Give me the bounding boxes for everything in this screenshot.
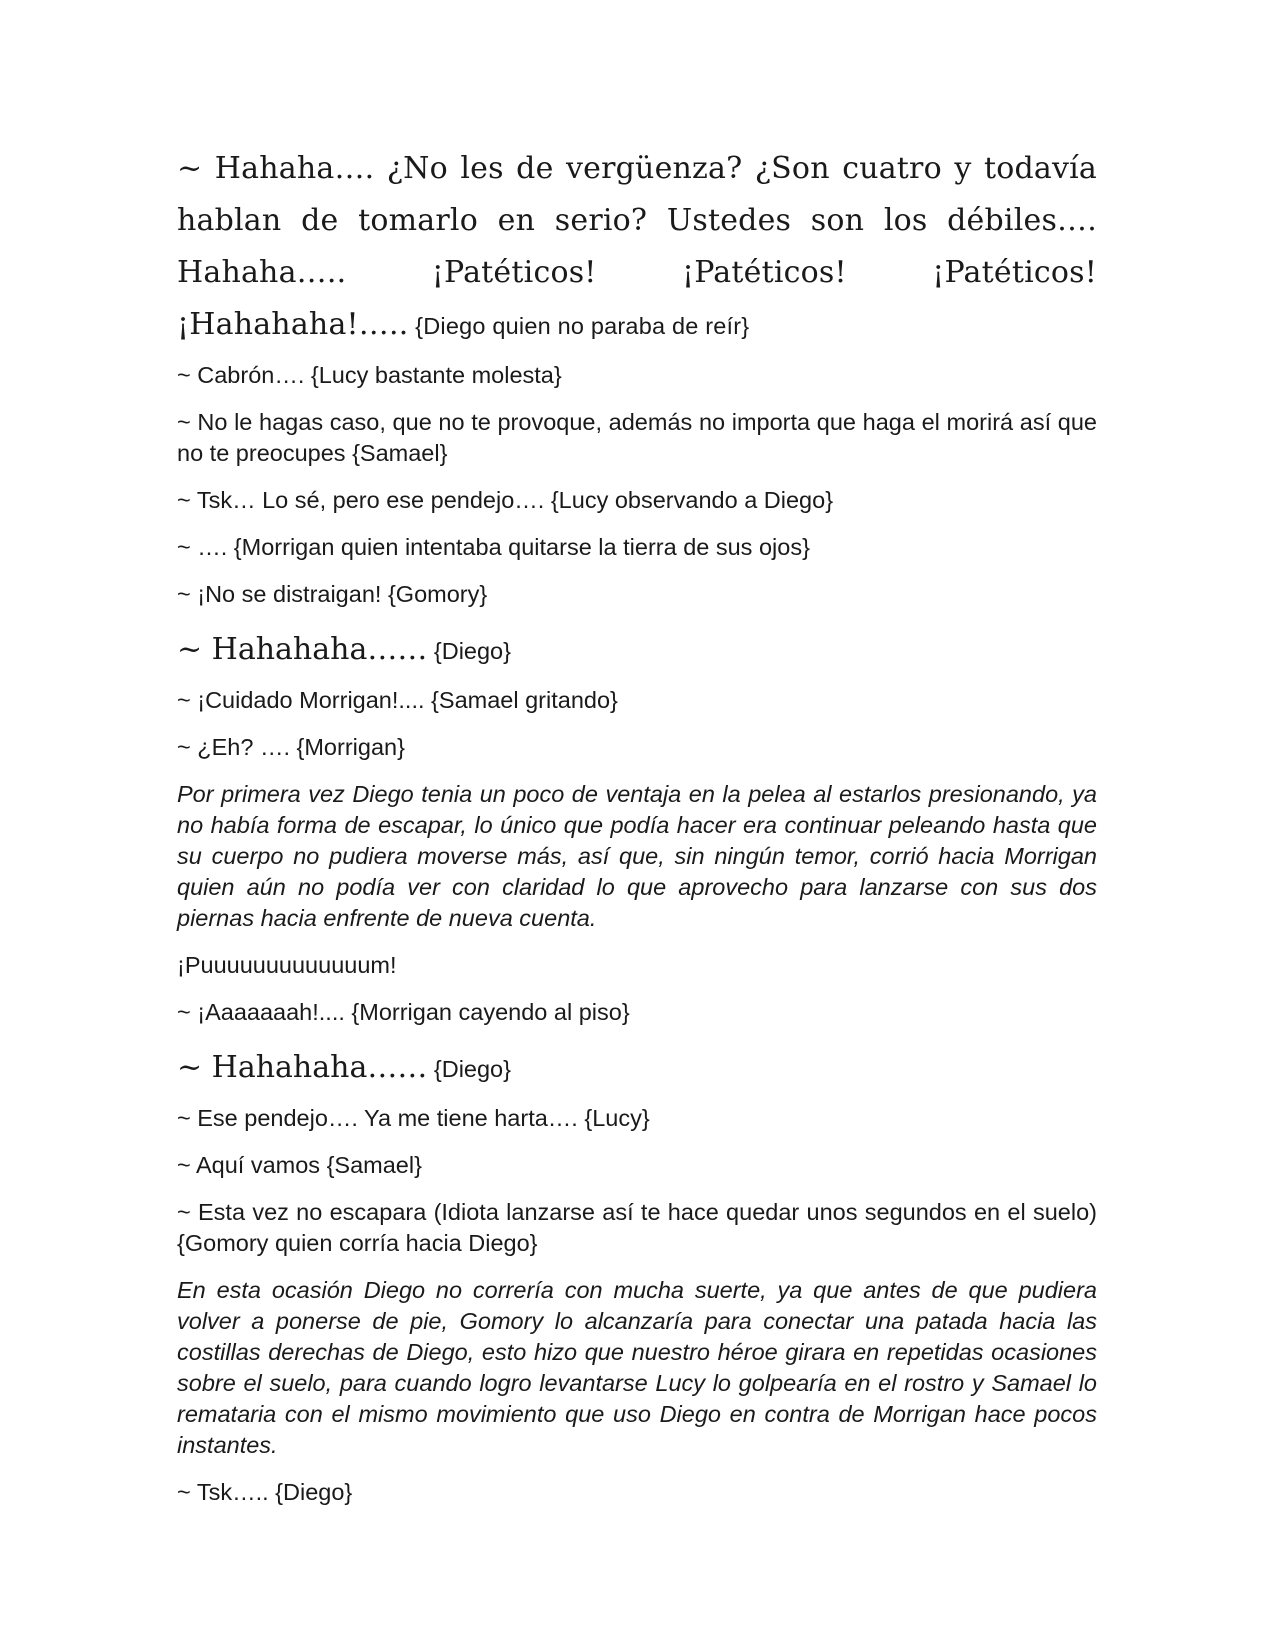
dialogue-line: ~ Tsk… Lo sé, pero ese pendejo…. {Lucy observando a Diego} bbox=[177, 487, 834, 513]
dialogue-line: ~ ¡Aaaaaaah!.... {Morrigan cayendo al piso} bbox=[177, 999, 630, 1025]
diego-laugh-line bbox=[177, 1044, 1097, 1093]
sound-effect-line: ¡Puuuuuuuuuuuuum! bbox=[177, 952, 397, 978]
dialogue-line: ~ …. {Morrigan quien intentaba quitarse la tierra de sus ojos} bbox=[177, 534, 810, 560]
dialogue-line: ~ ¡Cuidado Morrigan!.... {Samael gritando} bbox=[177, 687, 618, 713]
dialogue-line: ~ Aquí vamos {Samael} bbox=[177, 1152, 422, 1178]
dialogue-line: ~ ¡No se distraigan! {Gomory} bbox=[177, 581, 488, 607]
speaker-tag: {Diego} bbox=[427, 1056, 511, 1082]
document-page bbox=[177, 143, 1097, 1524]
dialogue-line: ~ Esta vez no escapara (Idiota lanzarse así te hace quedar unos segundos en el suelo) {Gomory quien corría hacia Diego} bbox=[177, 1199, 1097, 1256]
diego-laugh-line bbox=[177, 626, 1097, 675]
diego-laugh-text: ~ Hahahaha…… bbox=[177, 632, 428, 667]
speaker-tag: {Diego quien no paraba de reír} bbox=[408, 313, 750, 339]
dialogue-line: ~ ¿Eh? …. {Morrigan} bbox=[177, 734, 405, 760]
diego-laugh-text: ~ Hahaha…. ¿No les de vergüenza? ¿Son cuatro y todavía hablan de tomarlo en serio? Ustedes son los débiles…. Hahaha….. ¡Patéticos! ¡Patéticos! ¡Patéticos! ¡Hahahaha!….. bbox=[177, 151, 1097, 342]
dialogue-line: ~ Ese pendejo…. Ya me tiene harta…. {Lucy} bbox=[177, 1105, 650, 1131]
dialogue-line: ~ Cabrón…. {Lucy bastante molesta} bbox=[177, 362, 562, 388]
speaker-tag: {Diego} bbox=[427, 638, 511, 664]
diego-laugh-paragraph bbox=[177, 143, 1097, 352]
narration-paragraph: Por primera vez Diego tenia un poco de ventaja en la pelea al estarlos presionando, ya no había forma de escapar, lo único que podía hacer era continuar peleando hasta que su cuerpo no pudiera moverse más, así que, sin ningún temor, corrió hacia Morrigan quien aún no podía ver con claridad lo que aprovecho para lanzarse con sus dos piernas hacia enfrente de nueva cuenta. bbox=[177, 781, 1097, 931]
dialogue-line: ~ Tsk….. {Diego} bbox=[177, 1479, 353, 1505]
dialogue-line: ~ No le hagas caso, que no te provoque, además no importa que haga el morirá así que no te preocupes {Samael} bbox=[177, 409, 1097, 466]
narration-paragraph: En esta ocasión Diego no correría con mucha suerte, ya que antes de que pudiera volver a ponerse de pie, Gomory lo alcanzaría para conectar una patada hacia las costillas derechas de Diego, esto hizo que nuestro héroe girara en repetidas ocasiones sobre el suelo, para cuando logro levantarse Lucy lo golpearía en el rostro y Samael lo remataria con el mismo movimiento que uso Diego en contra de Morrigan hace pocos instantes. bbox=[177, 1277, 1097, 1458]
diego-laugh-text: ~ Hahahaha…… bbox=[177, 1050, 428, 1085]
